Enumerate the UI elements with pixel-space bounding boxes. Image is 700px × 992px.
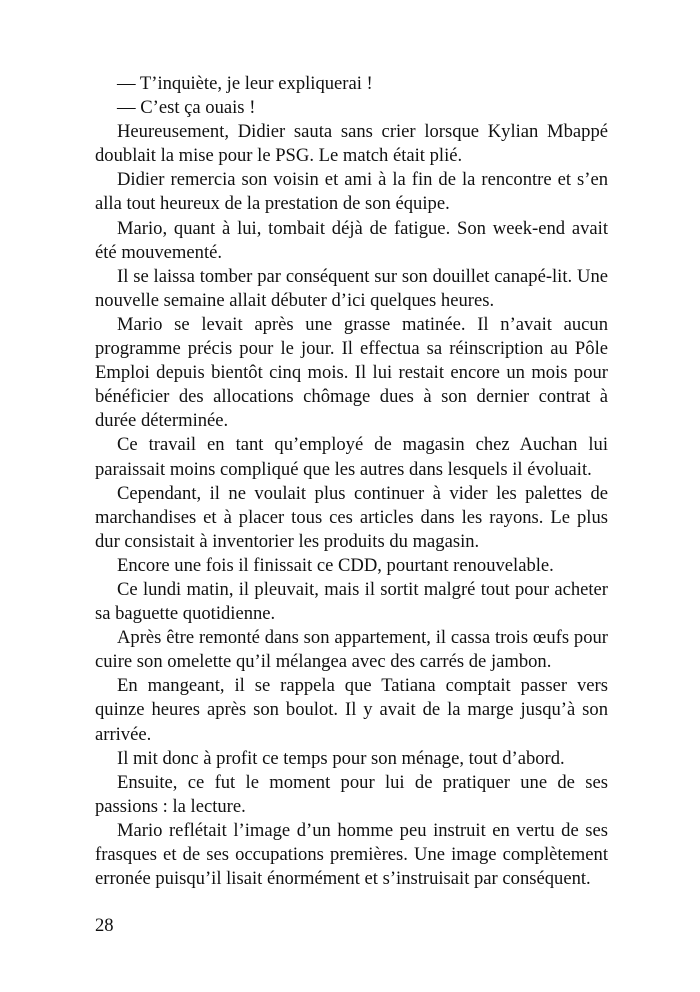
paragraph: Mario reflétait l’image d’un homme peu instruit en vertu de ses frasques et de ses occupations premières. Une image complètement erronée puisqu’il lisait énormément et s’instruisait par conséquent. <box>95 819 608 890</box>
paragraph: Il se laissa tomber par conséquent sur son douillet canapé-lit. Une nouvelle semaine allait débuter d’ici quelques heures. <box>95 265 608 311</box>
paragraph: — T’inquiète, je leur expliquerai ! <box>117 73 373 94</box>
paragraph: En mangeant, il se rappela que Tatiana comptait passer vers quinze heures après son boulot. Il y avait de la marge jusqu’à son arrivée. <box>95 675 608 745</box>
paragraph: Encore une fois il finissait ce CDD, pourtant renouvelable. <box>117 554 554 576</box>
paragraph: Didier remercia son voisin et ami à la fin de la rencontre et s’en alla tout heureux de la prestation de son équipe. <box>95 169 608 215</box>
paragraph: Heureusement, Didier sauta sans crier lorsque Kylian Mbappé doublait la mise pour le PSG. Le match était plié. <box>95 121 608 167</box>
page-body <box>95 72 608 891</box>
page-number: 28 <box>95 915 114 936</box>
paragraph: — C’est ça ouais ! <box>117 97 256 119</box>
paragraph: Mario se levait après une grasse matinée. Il n’avait aucun programme précis pour le jour. Il effectua sa réinscription au Pôle Emploi depuis bientôt cinq mois. Il lui restait encore un mois pour bénéficier des allocations chômage dues à son dernier contrat à durée déterminée. <box>95 313 608 432</box>
paragraph: Ensuite, ce fut le moment pour lui de pratiquer une de ses passions : la lecture. <box>95 771 608 817</box>
paragraph: Cependant, il ne voulait plus continuer à vider les palettes de marchandises et à placer tous ces articles dans les rayons. Le plus dur consistait à inventorier les produits du magasin. <box>95 482 608 552</box>
paragraph: Après être remonté dans son appartement, il cassa trois œufs pour cuire son omelette qu’il mélangea avec des carrés de jambon. <box>95 627 608 673</box>
paragraph: Ce travail en tant qu’employé de magasin chez Auchan lui paraissait moins compliqué que les autres dans lesquels il évoluait. <box>95 434 608 480</box>
paragraph: Mario, quant à lui, tombait déjà de fatigue. Son week-end avait été mouvementé. <box>95 217 608 263</box>
paragraph: Il mit donc à profit ce temps pour son ménage, tout d’abord. <box>117 747 565 769</box>
paragraph: Ce lundi matin, il pleuvait, mais il sortit malgré tout pour acheter sa baguette quotidienne. <box>95 578 608 625</box>
